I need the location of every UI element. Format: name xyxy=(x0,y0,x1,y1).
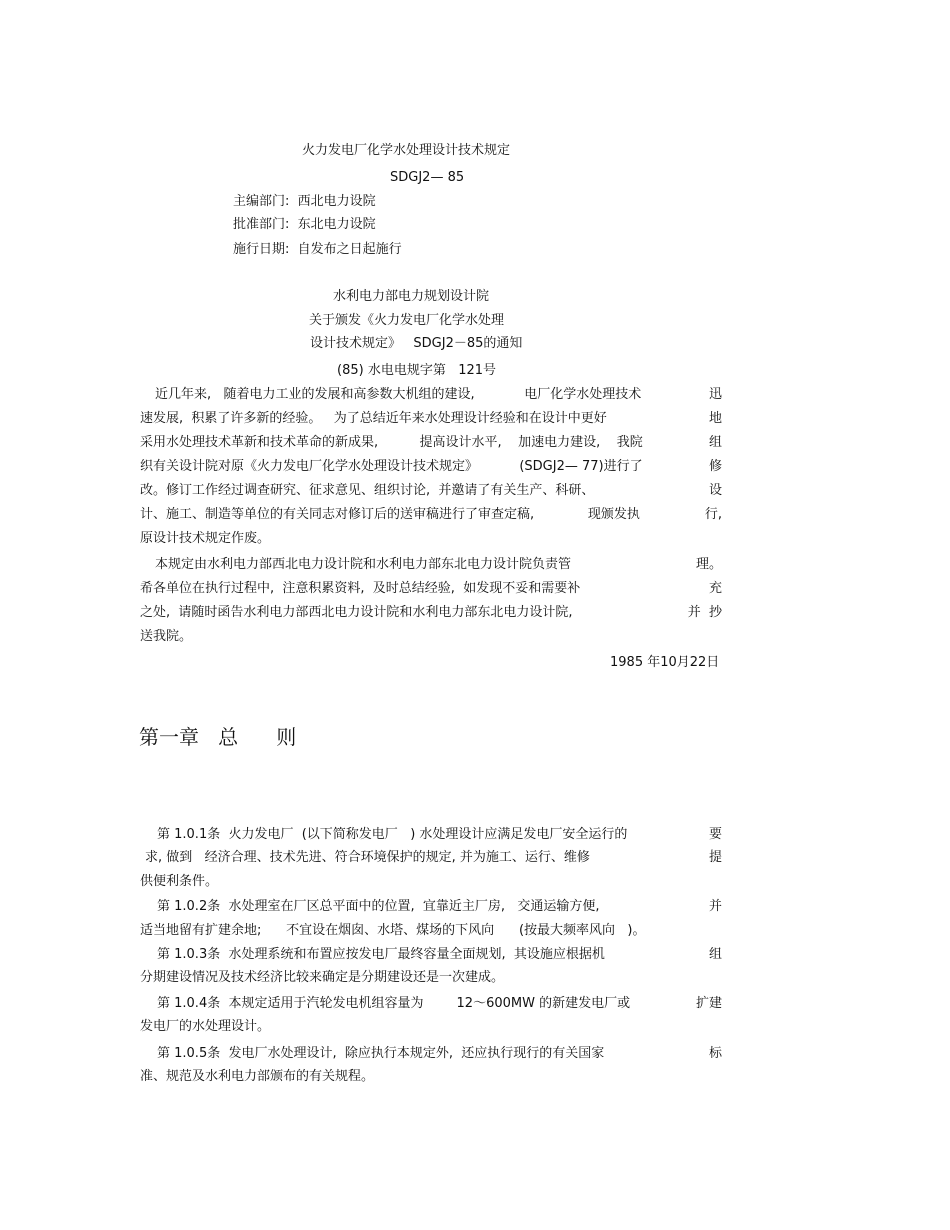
body-line xyxy=(140,580,722,598)
article-line-text: 第 1.0.2条 水处理室在厂区总平面中的位置, 宜靠近主厂房, 交通运输方便, xyxy=(157,899,600,914)
body-line-end: 地 xyxy=(708,411,722,426)
body-line-text: 本规定由水利电力部西北电力设计院和水利电力部东北电力设计院负责管 xyxy=(155,557,572,572)
body-line xyxy=(140,506,722,524)
body-line-end: 迅 xyxy=(708,387,722,402)
body-line xyxy=(140,530,722,548)
article-line-end: 组 xyxy=(708,947,722,962)
article-line-end: 并 xyxy=(708,899,722,914)
article-line-text: 供便利条件。 xyxy=(140,874,219,889)
article-line-text: 第 1.0.3条 水处理系统和布置应按发电厂最终容量全面规划, 其设施应根据机 xyxy=(157,947,605,962)
article-line-text: 第 1.0.1条 火力发电厂 (以下简称发电厂 ) 水处理设计应满足发电厂安全运行的 xyxy=(157,827,628,842)
article-line xyxy=(145,849,722,867)
article-line xyxy=(157,946,722,964)
body-line xyxy=(140,482,722,500)
article-line xyxy=(140,969,722,987)
body-line-text: 计、施工、制造等单位的有关同志对修订后的送审稿进行了审查定稿, 现颁发执 xyxy=(140,507,640,522)
article-line xyxy=(140,1068,722,1086)
chapter-heading: 第一章 总 则 xyxy=(139,725,297,749)
body-line-text: 之处, 请随时函告水利电力部西北电力设计院和水利电力部东北电力设计院, xyxy=(140,605,573,620)
body-line xyxy=(155,386,722,404)
body-line-text: 希各单位在执行过程中, 注意积累资料, 及时总结经验, 如发现不妥和需要补 xyxy=(140,581,581,596)
body-line-text: 近几年来, 随着电力工业的发展和高参数大机组的建设, 电厂化学水处理技术 xyxy=(155,387,642,402)
body-line-text: 织有关设计院对原《火力发电厂化学水处理设计技术规定》 (SDGJ2— 77)进行了 xyxy=(140,459,643,474)
notice-number: (85) 水电电规字第 121号 xyxy=(337,363,497,378)
approver-department: 批准部门: 东北电力设院 xyxy=(233,217,376,232)
body-line-text: 送我院。 xyxy=(140,629,193,644)
body-line-text: 原设计技术规定作废。 xyxy=(140,531,271,546)
body-line xyxy=(140,628,722,646)
body-line-text: 改。修订工作经过调查研究、征求意见、组织讨论, 并邀请了有关生产、科研、 xyxy=(140,483,595,498)
article-line-end: 要 xyxy=(708,827,722,842)
article-line-text: 发电厂的水处理设计。 xyxy=(140,1019,271,1034)
document-title: 火力发电厂化学水处理设计技术规定 xyxy=(302,143,511,158)
article-line xyxy=(140,1018,722,1036)
body-line-end: 组 xyxy=(708,435,722,450)
body-line-end: 充 xyxy=(708,581,722,596)
article-line-end: 扩建 xyxy=(695,996,722,1011)
body-line-end: 修 xyxy=(708,459,722,474)
body-line-end: 理。 xyxy=(695,557,722,572)
article-line xyxy=(140,922,722,940)
document-code: SDGJ2— 85 xyxy=(390,170,465,185)
notice-organization: 水利电力部电力规划设计院 xyxy=(333,289,490,304)
effective-date: 施行日期: 自发布之日起施行 xyxy=(233,242,402,257)
article-line-end: 标 xyxy=(708,1046,722,1061)
body-line-text: 速发展, 积累了许多新的经验。 为了总结近年来水处理设计经验和在设计中更好 xyxy=(140,411,607,426)
article-line xyxy=(157,826,722,844)
body-line xyxy=(140,410,722,428)
article-line-text: 求, 做到 经济合理、技术先进、符合环境保护的规定, 并为施工、运行、维修 xyxy=(145,850,590,865)
body-line xyxy=(140,458,722,476)
body-line-end: 设 xyxy=(708,483,722,498)
body-line-text: 采用水处理技术革新和技术革命的新成果, 提高设计水平, 加速电力建设, 我院 xyxy=(140,435,643,450)
notice-title-line-1: 关于颁发《火力发电厂化学水处理 xyxy=(309,313,505,328)
article-line-text: 适当地留有扩建余地; 不宜设在烟囱、水塔、煤场的下风向 (按最大频率风向 )。 xyxy=(140,923,646,938)
article-line xyxy=(157,898,722,916)
body-line-end: 并 抄 xyxy=(687,605,722,620)
notice-title-line-2: 设计技术规定》 SDGJ2－85的通知 xyxy=(310,336,523,351)
body-line xyxy=(155,556,722,574)
article-line-text: 第 1.0.5条 发电厂水处理设计, 除应执行本规定外, 还应执行现行的有关国家 xyxy=(157,1046,605,1061)
article-line-text: 分期建设情况及技术经济比较来确定是分期建设还是一次建成。 xyxy=(140,970,505,985)
article-line xyxy=(157,995,722,1013)
article-line-end: 提 xyxy=(708,850,722,865)
body-line xyxy=(140,604,722,622)
body-line-end: 行, xyxy=(704,507,722,522)
article-line xyxy=(157,1045,722,1063)
body-line xyxy=(140,434,722,452)
article-line xyxy=(140,873,722,891)
notice-date: 1985 年10月22日 xyxy=(610,655,720,670)
editor-department: 主编部门: 西北电力设院 xyxy=(233,194,376,209)
article-line-text: 准、规范及水利电力部颁布的有关规程。 xyxy=(140,1069,375,1084)
article-line-text: 第 1.0.4条 本规定适用于汽轮发电机组容量为 12～600MW 的新建发电厂或 xyxy=(157,996,631,1011)
